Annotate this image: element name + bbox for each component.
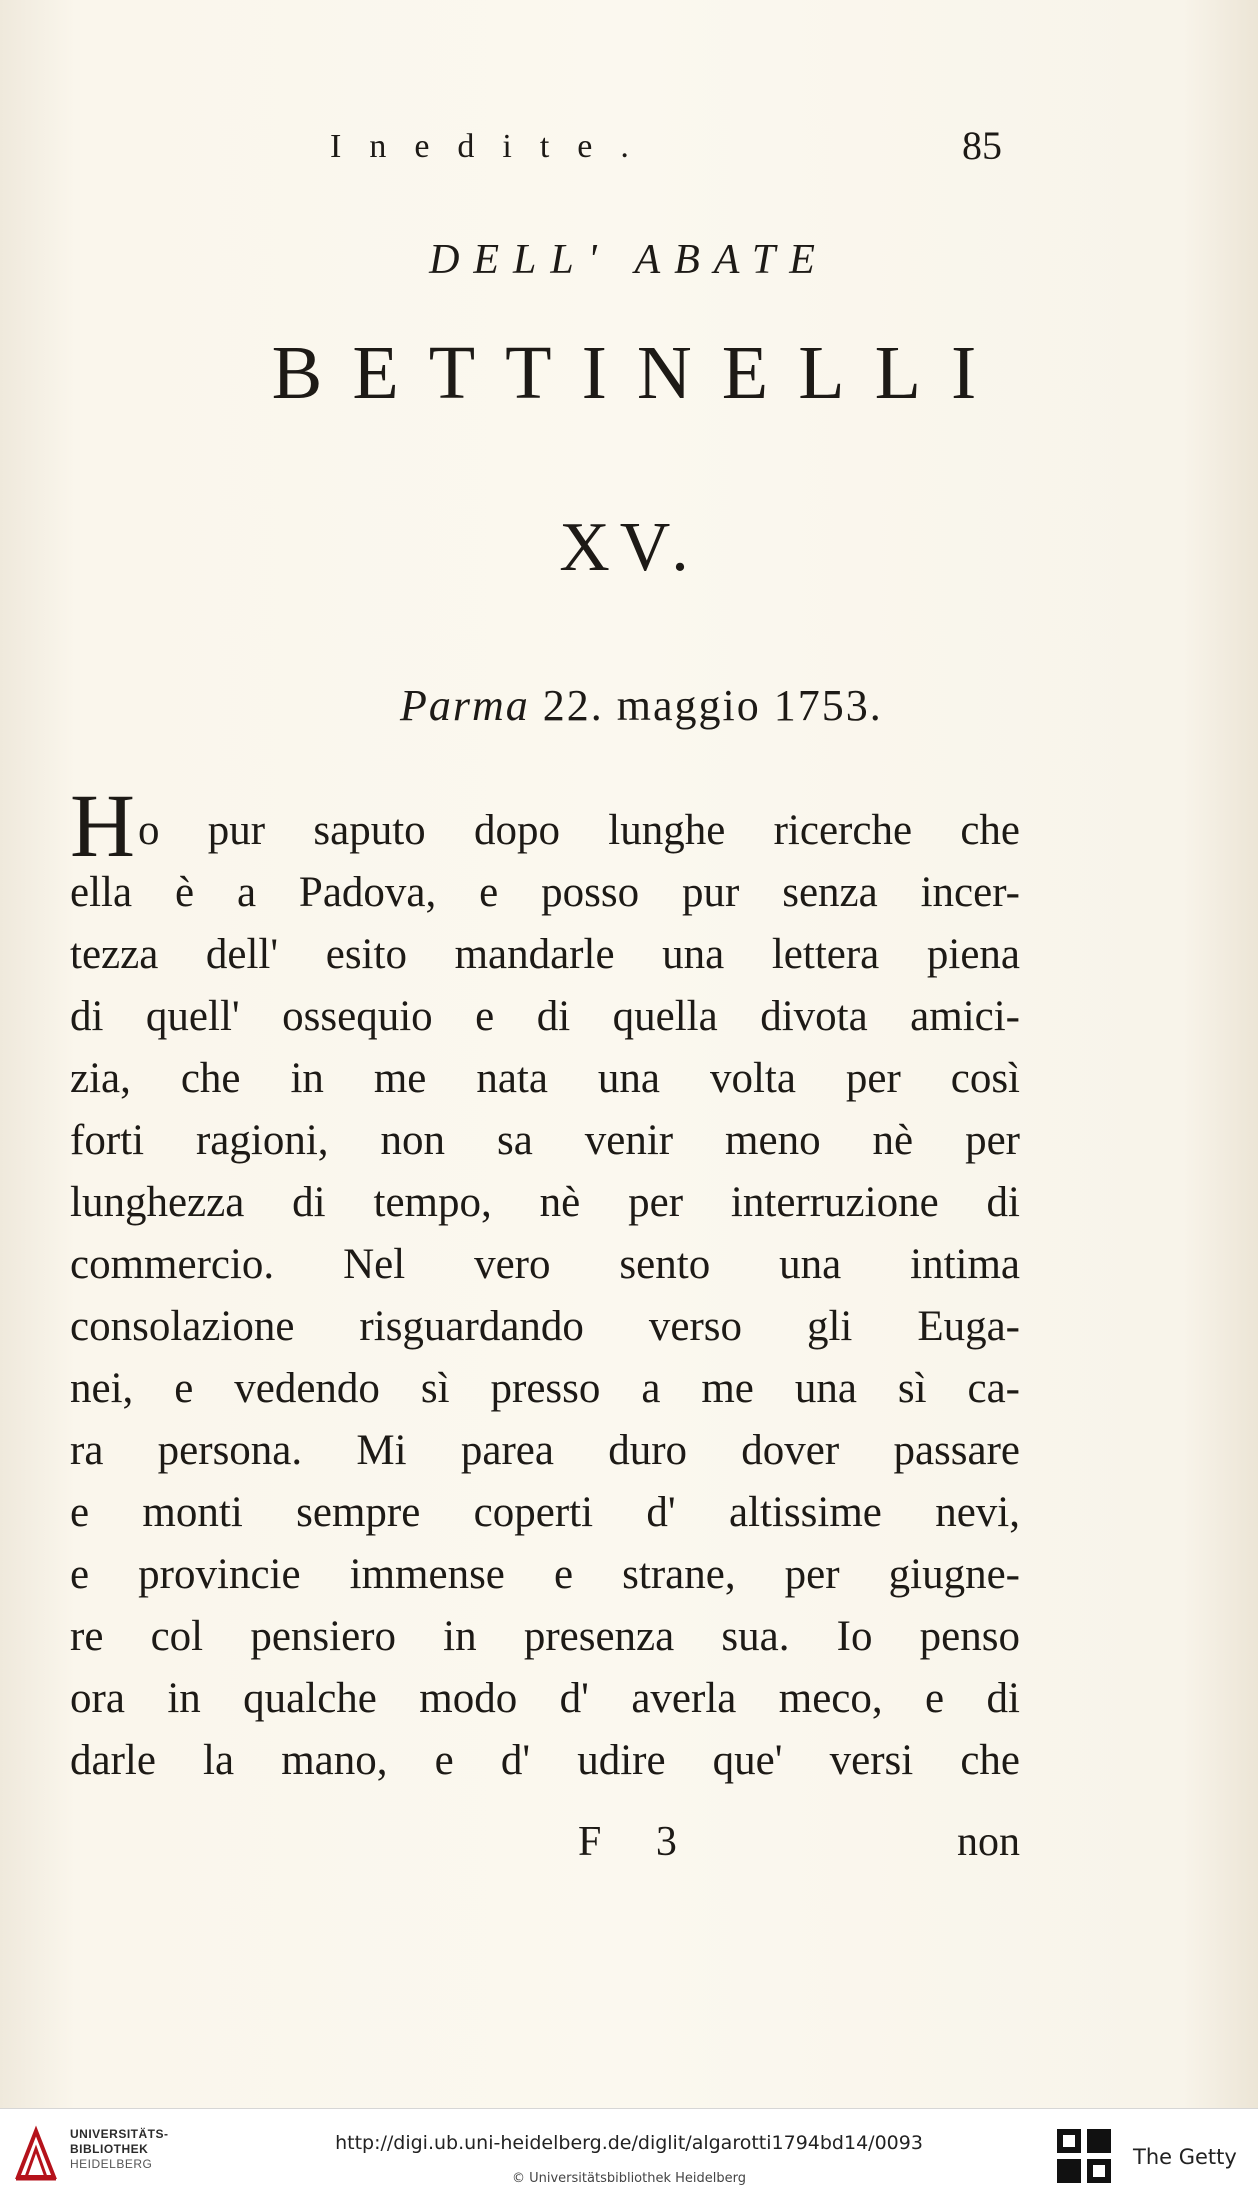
viewer-footer [0,2108,1258,2200]
partner-name[interactable]: The Getty [1133,2145,1237,2169]
text-line: forti ragioni, non sa venir meno nè per [70,1117,1020,1164]
library-name-line: HEIDELBERG [70,2157,153,2171]
text-line: e provincie immense e strane, per giugne- [70,1551,1020,1598]
catchword: non [957,1819,1020,1865]
dateline-date: 22. maggio 1753. [542,681,883,730]
text-line: ora in qualche modo d' averla meco, e di [70,1675,1020,1722]
text-line: nei, e vedendo sì presso a me una sì ca- [70,1365,1020,1412]
text-line: di quell' ossequio e di quella divota amici- [70,993,1020,1040]
dateline-place: Parma [400,681,530,730]
text-line: tezza dell' esito mandarle una lettera piena [70,931,1020,978]
text-line-content: o pur saputo dopo lunghe ricerche che [138,807,1020,854]
signature-mark: F 3 [578,1819,699,1865]
dateline [400,680,883,731]
text-line: ra persona. Mi parea duro dover passare [70,1427,1020,1474]
author-name: BETTINELLI [271,331,1007,415]
text-line: zia, che in me nata una volta per così [70,1055,1020,1102]
getty-logo-icon[interactable] [1055,2127,1113,2185]
text-line: lunghezza di tempo, nè per interruzione di [70,1179,1020,1226]
letter-number: XV. [559,509,699,586]
text-line: e monti sempre coperti d' altissime nevi, [70,1489,1020,1536]
page-number: 85 [962,123,1002,168]
text-line: consolazione risguardando verso gli Euga- [70,1303,1020,1350]
running-head: Inedite. [330,128,657,165]
permalink-url[interactable]: http://digi.ub.uni-heidelberg.de/diglit/algarotti1794bd14/0093 [335,2132,923,2154]
drop-cap: H [70,777,135,876]
text-line: darle la mano, e d' udire que' versi che [70,1737,1020,1784]
letter-body [70,777,1020,1792]
text-line: re col pensiero in presenza sua. Io penso [70,1613,1020,1660]
text-line: ella è a Padova, e posso pur senza incer- [70,869,1020,916]
text-line: commercio. Nel vero sento una intima [70,1241,1020,1288]
copyright-notice: © Universitätsbibliothek Heidelberg [511,2171,746,2186]
library-name-line: BIBLIOTHEK [70,2142,149,2156]
text-line [70,777,1020,876]
library-name-line: UNIVERSITÄTS- [70,2127,169,2141]
author-prefix: DELL' ABATE [429,237,829,283]
